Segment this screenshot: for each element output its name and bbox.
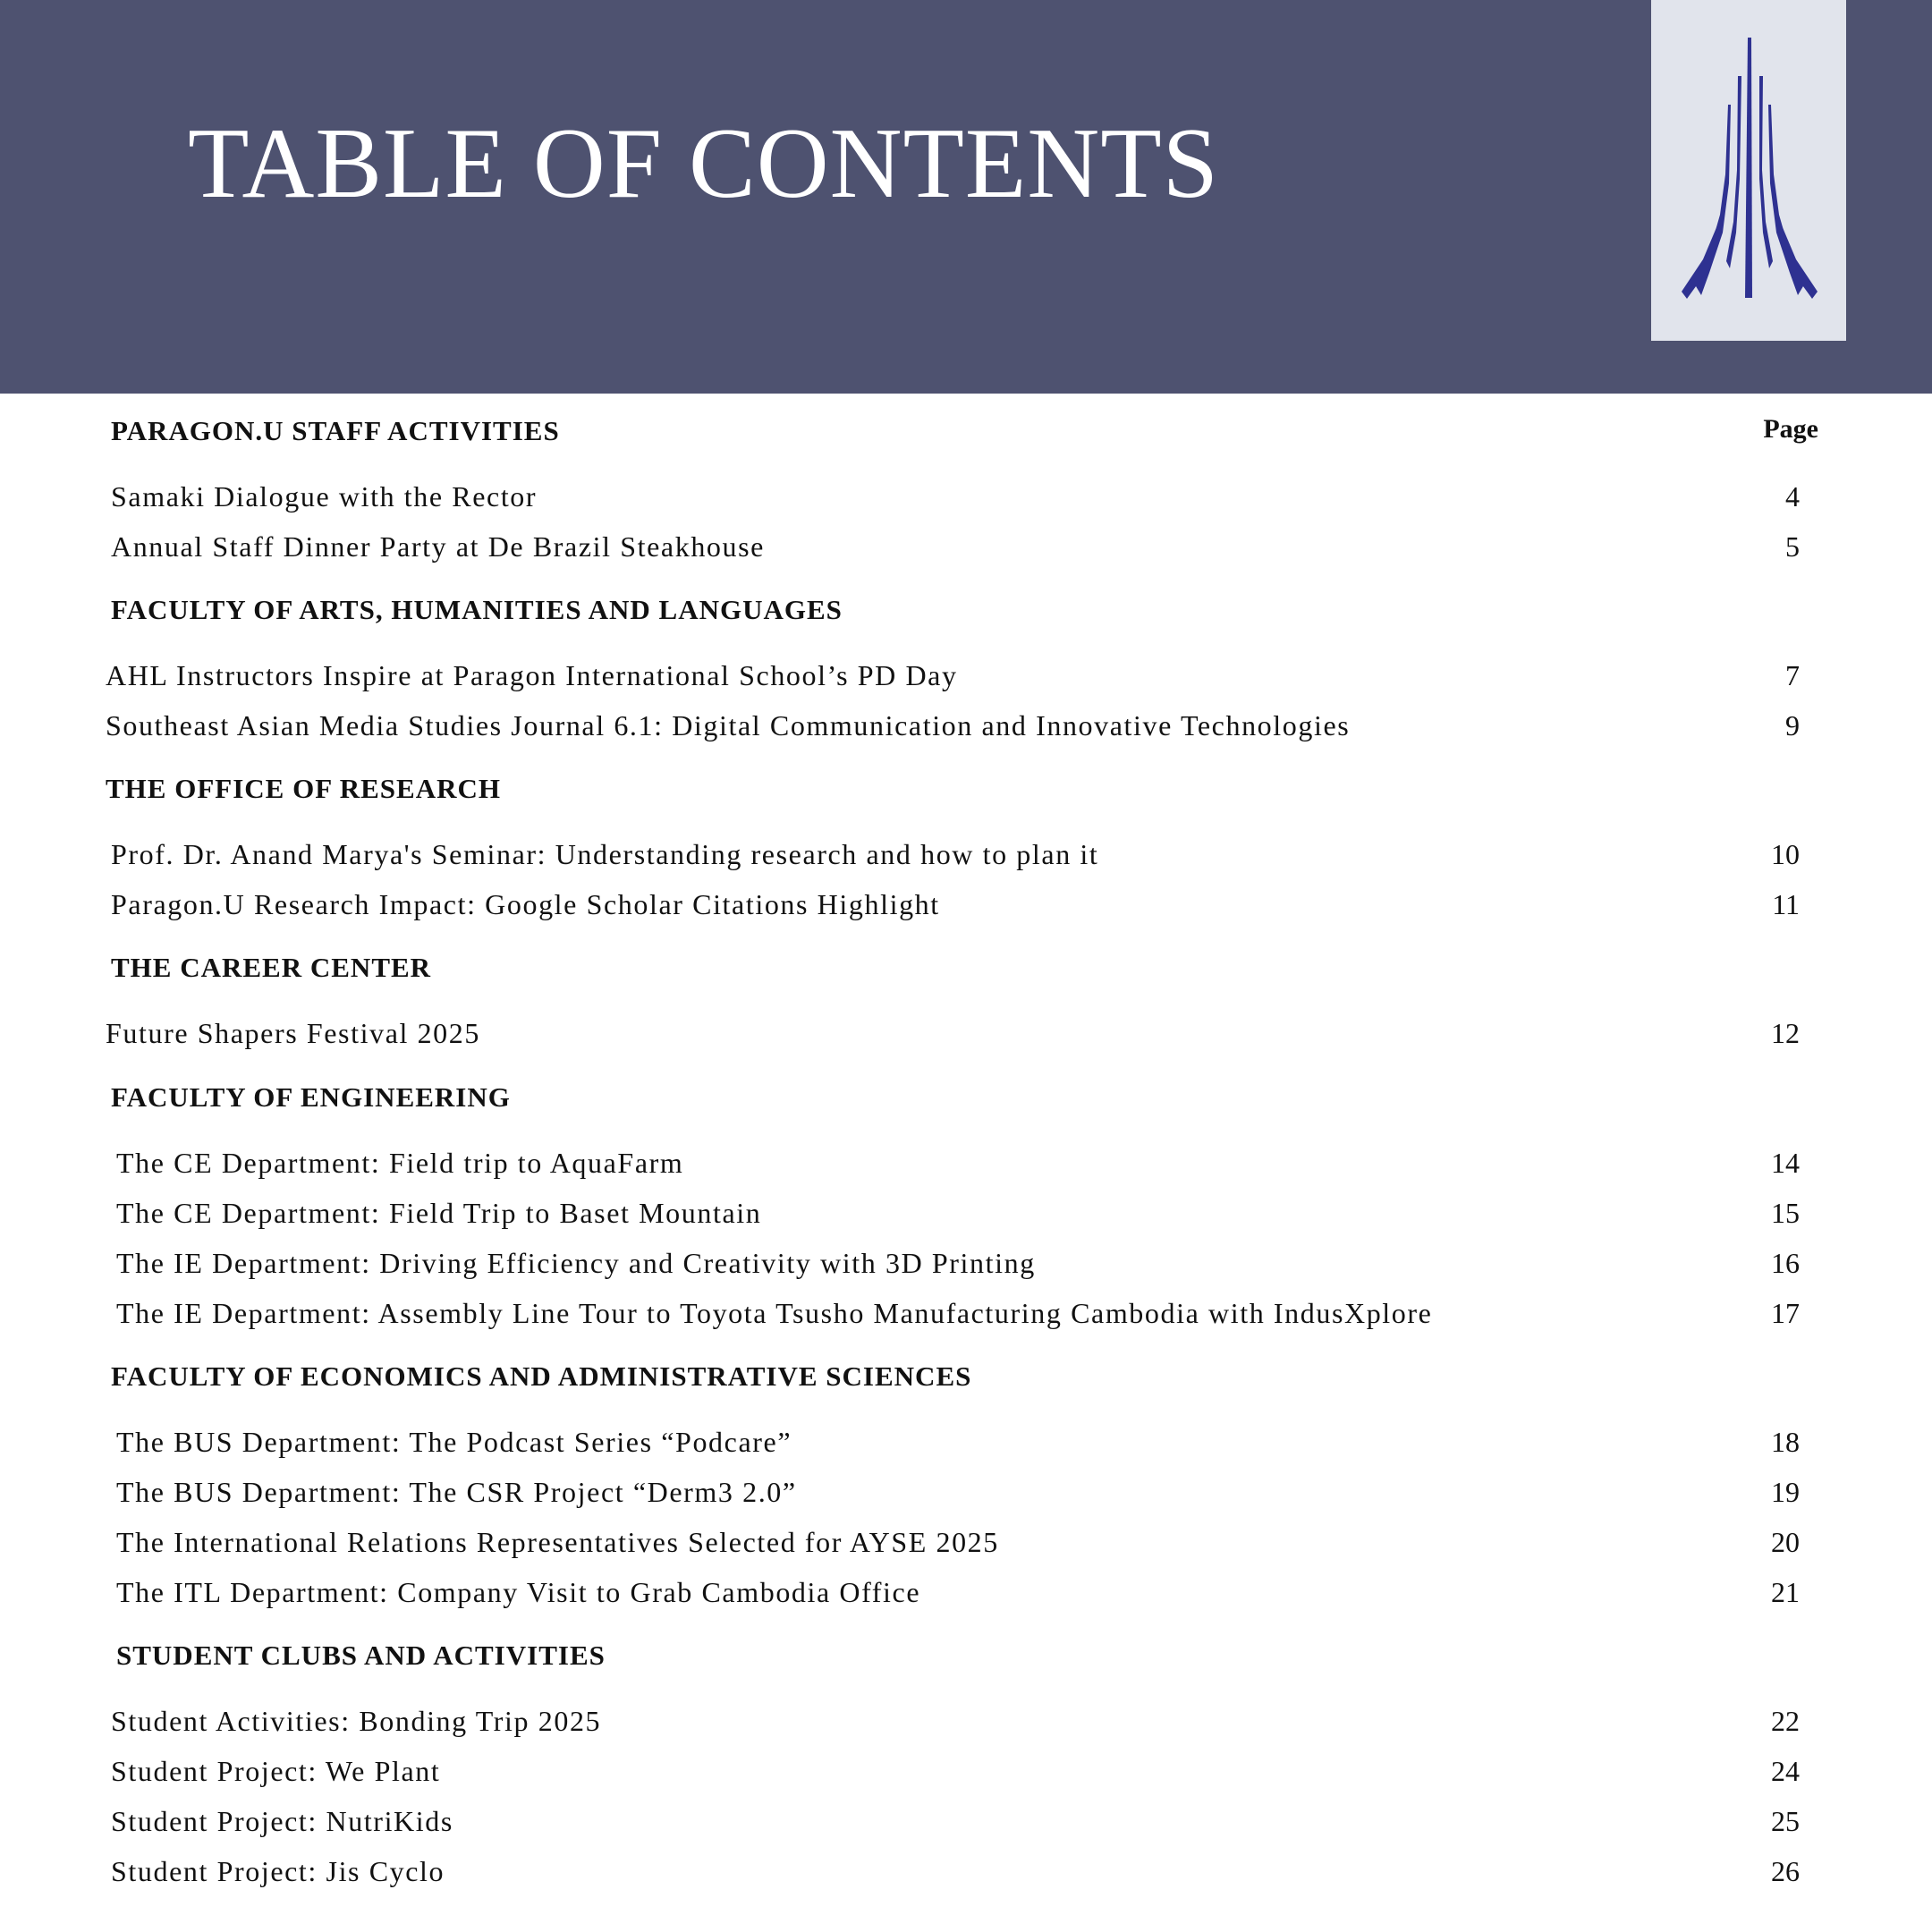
toc-entry-title: The IE Department: Driving Efficiency and Creativity with 3D Printing — [116, 1247, 1036, 1279]
toc-entry-title: Paragon.U Research Impact: Google Scholar Citations Highlight — [111, 888, 940, 920]
toc-entry-title: Student Project: We Plant — [111, 1755, 441, 1787]
toc-entry-title: The BUS Department: The CSR Project “Derm3 2.0” — [116, 1476, 797, 1508]
toc-entry[interactable] — [116, 1148, 1800, 1184]
toc-entry-page-number: 12 — [1771, 1017, 1800, 1049]
section-heading: PARAGON.U STAFF ACTIVITIES — [111, 415, 560, 446]
toc-entry-page-number: 25 — [1771, 1805, 1800, 1837]
section-heading: FACULTY OF ARTS, HUMANITIES AND LANGUAGES — [111, 594, 843, 625]
toc-entry-page-number: 26 — [1771, 1855, 1800, 1887]
toc-entry-page-number: 20 — [1771, 1526, 1800, 1558]
toc-entry-title: Student Project: Jis Cyclo — [111, 1855, 445, 1887]
toc-entry-page-number: 4 — [1785, 480, 1800, 513]
section-heading: STUDENT CLUBS AND ACTIVITIES — [116, 1640, 606, 1671]
toc-entry-page-number: 10 — [1771, 838, 1800, 870]
toc-entry-title: The CE Department: Field Trip to Baset Mountain — [116, 1197, 762, 1229]
section-heading: FACULTY OF ENGINEERING — [111, 1081, 511, 1113]
toc-entry-page-number: 14 — [1771, 1147, 1800, 1179]
toc-entry[interactable] — [111, 890, 1800, 926]
toc-entry-title: The CE Department: Field trip to AquaFarm — [116, 1147, 684, 1179]
toc-entry-page-number: 21 — [1771, 1576, 1800, 1608]
toc-entry-title: Future Shapers Festival 2025 — [106, 1017, 480, 1049]
toc-entry[interactable] — [106, 711, 1800, 747]
toc-entry[interactable] — [116, 1299, 1800, 1335]
toc-entry-title: Southeast Asian Media Studies Journal 6.1: Digital Communication and Innovative Technologies — [106, 709, 1351, 741]
toc-entry-page-number: 15 — [1771, 1197, 1800, 1229]
toc-entry[interactable] — [111, 482, 1800, 518]
section-heading: THE CAREER CENTER — [111, 952, 432, 983]
section-heading: THE OFFICE OF RESEARCH — [106, 773, 501, 804]
toc-entry-title: Student Project: NutriKids — [111, 1805, 453, 1837]
toc-entry-title: AHL Instructors Inspire at Paragon International School’s PD Day — [106, 659, 958, 691]
toc-entry-title: The International Relations Representatives Selected for AYSE 2025 — [116, 1526, 999, 1558]
toc-entry[interactable] — [106, 1019, 1800, 1055]
toc-entry-page-number: 5 — [1785, 530, 1800, 563]
toc-entry-title: Annual Staff Dinner Party at De Brazil Steakhouse — [111, 530, 765, 563]
section-heading: FACULTY OF ECONOMICS AND ADMINISTRATIVE SCIENCES — [111, 1360, 972, 1392]
toc-entry-title: The IE Department: Assembly Line Tour to Toyota Tsusho Manufacturing Cambodia with IndusXplore — [116, 1297, 1433, 1329]
toc-entry[interactable] — [116, 1478, 1800, 1513]
toc-entry[interactable] — [116, 1428, 1800, 1463]
toc-entry-title: The ITL Department: Company Visit to Grab Cambodia Office — [116, 1576, 921, 1608]
toc-entry-page-number: 9 — [1785, 709, 1800, 741]
toc-entry-title: The BUS Department: The Podcast Series “Podcare” — [116, 1426, 792, 1458]
page-column-label: Page — [1763, 414, 1818, 444]
toc-entry[interactable] — [116, 1199, 1800, 1234]
toc-entry[interactable] — [116, 1578, 1800, 1614]
toc-entry[interactable] — [111, 1857, 1800, 1893]
toc-entry[interactable] — [111, 1757, 1800, 1792]
toc-entry[interactable] — [111, 1707, 1800, 1742]
page-title: TABLE OF CONTENTS — [188, 108, 1219, 219]
toc-entry-page-number: 24 — [1771, 1755, 1800, 1787]
toc-entry[interactable] — [116, 1249, 1800, 1284]
toc-entry-title: Prof. Dr. Anand Marya's Seminar: Understanding research and how to plan it — [111, 838, 1099, 870]
toc-entry-title: Samaki Dialogue with the Rector — [111, 480, 538, 513]
toc-entry-page-number: 17 — [1771, 1297, 1800, 1329]
toc-entry-title: Student Activities: Bonding Trip 2025 — [111, 1705, 602, 1737]
toc-entry-page-number: 7 — [1785, 659, 1800, 691]
toc-entry-page-number: 18 — [1771, 1426, 1800, 1458]
toc-entry[interactable] — [111, 840, 1800, 876]
toc-entry[interactable] — [106, 661, 1800, 697]
toc-entry[interactable] — [111, 532, 1800, 568]
toc-entry-page-number: 19 — [1771, 1476, 1800, 1508]
toc-entry-page-number: 22 — [1771, 1705, 1800, 1737]
toc-entry[interactable] — [116, 1528, 1800, 1563]
toc-entry-page-number: 16 — [1771, 1247, 1800, 1279]
toc-entry[interactable] — [111, 1807, 1800, 1843]
toc-entry-page-number: 11 — [1772, 888, 1800, 920]
